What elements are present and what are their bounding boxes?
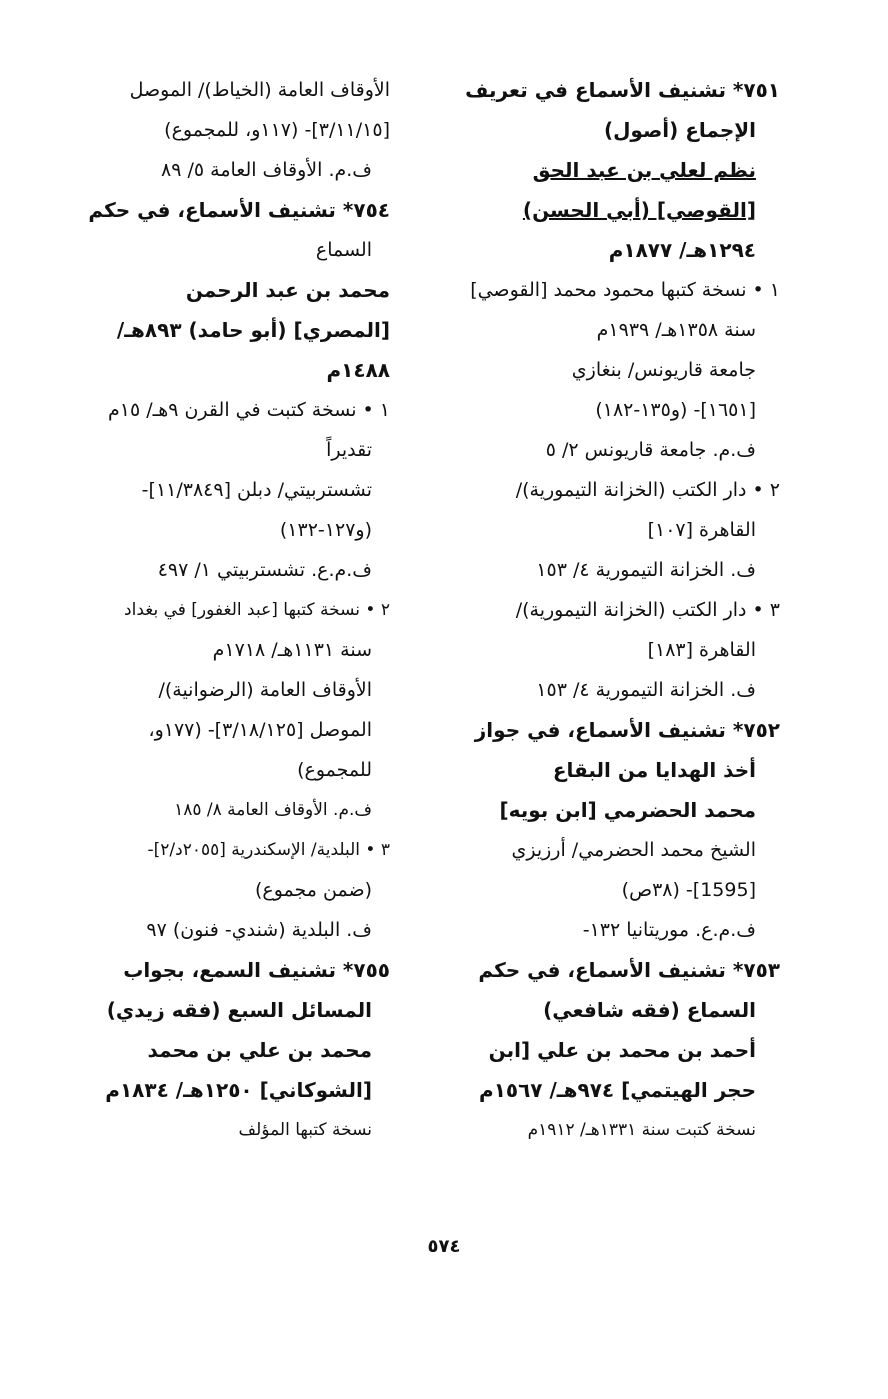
left-column-line: تقديراً <box>326 439 372 461</box>
right-column-line: السماع (فقه شافعي) <box>543 998 756 1022</box>
left-column-line: (ضمن مجموع) <box>254 879 372 901</box>
right-column-line: حجر الهيتمي] ٩٧٤هـ/ ١٥٦٧م <box>479 1078 756 1102</box>
left-column <box>50 70 390 1150</box>
left-column-line: محمد بن علي بن محمد <box>147 1038 372 1062</box>
right-column-line: ٧٥٢* تشنيف الأسماع، في جواز <box>474 718 780 742</box>
left-column-line: سنة ١١٣١هـ/ ١٧١٨م <box>212 639 372 661</box>
right-column-line: ف.م.ع. موريتانيا ١٣٢- <box>582 919 756 941</box>
left-column-line: الأوقاف العامة (الخياط)/ الموصل <box>129 79 390 101</box>
left-column-line: ف.م.ع. تشستربيتي ١/ ٤٩٧ <box>157 559 372 581</box>
left-column-line: للمجموع) <box>297 759 372 781</box>
right-column-line: محمد الحضرمي [ابن بويه] <box>499 798 756 822</box>
left-column-line: ف. البلدية (شندي- فنون) ٩٧ <box>146 919 372 941</box>
right-column-line: ٢ • دار الكتب (الخزانة التيمورية)/ <box>515 479 780 501</box>
right-column-line: [القوصي] (أبي الحسن) <box>522 198 756 222</box>
right-column-line: القاهرة [١٠٧] <box>647 519 756 541</box>
right-column-line: ٧٥٣* تشنيف الأسماع، في حكم <box>478 958 780 982</box>
right-column-line: ١ • نسخة كتبها محمود محمد [القوصي] <box>470 279 780 301</box>
left-column-line: ١٤٨٨م <box>326 358 390 382</box>
right-column-line: جامعة قاريونس/ بنغازي <box>571 359 756 381</box>
right-column <box>440 70 780 1150</box>
right-column-line: ١٢٩٤هـ/ ١٨٧٧م <box>608 238 756 262</box>
right-column-line: ٧٥١* تشنيف الأسماع في تعريف <box>465 78 780 102</box>
right-column-line: نسخة كتبت سنة ١٣٣١هـ/ ١٩١٢م <box>527 1120 756 1140</box>
left-column-line: ف.م. الأوقاف العامة ٥/ ٨٩ <box>161 159 372 181</box>
left-column-line: ١ • نسخة كتبت في القرن ٩هـ/ ١٥م <box>108 399 390 421</box>
left-column-line: السماع <box>315 239 372 261</box>
right-column-line: ف.م. جامعة قاريونس ٢/ ٥ <box>545 439 756 461</box>
page-number: ٥٧٤ <box>427 1236 461 1257</box>
right-column-line: أحمد بن محمد بن علي [ابن <box>488 1038 756 1062</box>
left-column-line: ٧٥٥* تشنيف السمع، بجواب <box>123 958 390 982</box>
left-column-line: [الشوكاني] ١٢٥٠هـ/ ١٨٣٤م <box>105 1078 372 1102</box>
left-column-line: الأوقاف العامة (الرضوانية)/ <box>158 679 372 701</box>
left-column-line: محمد بن عبد الرحمن <box>185 278 390 302</box>
right-column-line: القاهرة [١٨٣] <box>647 639 756 661</box>
left-column-line: ف.م. الأوقاف العامة ٨/ ١٨٥ <box>174 800 372 820</box>
left-column-line: [المصري] (أبو حامد) ٨٩٣هـ/ <box>116 318 390 342</box>
left-column-line: نسخة كتبها المؤلف <box>238 1120 372 1140</box>
right-column-line: الإجماع (أصول) <box>603 118 756 142</box>
right-column-line: نظم لعلي بن عبد الحق <box>532 158 756 182</box>
right-column-line: أخذ الهدايا من البقاع <box>552 758 756 782</box>
left-column-line: تشستربيتي/ دبلن [١١/٣٨٤٩]- <box>141 479 372 501</box>
left-column-line: الموصل [٣/١٨/١٢٥]- (١٧٧و، <box>148 719 372 741</box>
right-column-line: سنة ١٣٥٨هـ/ ١٩٣٩م <box>596 319 756 341</box>
left-column-line: [٣/١١/١٥]- (١١٧و، للمجموع) <box>164 119 390 141</box>
right-column-line: ف. الخزانة التيمورية ٤/ ١٥٣ <box>536 679 756 701</box>
right-column-line: الشيخ محمد الحضرمي/ أرزيزي <box>511 839 756 861</box>
right-column-line: [١٦٥١]- (و١٣٥-١٨٢) <box>595 399 756 421</box>
right-column-line: [1595]- (٣٨ص) <box>621 879 756 901</box>
right-column-line: ف. الخزانة التيمورية ٤/ ١٥٣ <box>536 559 756 581</box>
left-column-line: (و١٢٧-١٣٢) <box>279 519 372 541</box>
left-column-line: ٢ • نسخة كتبها [عبد الغفور] في بغداد <box>124 600 390 620</box>
right-column-line: ٣ • دار الكتب (الخزانة التيمورية)/ <box>515 599 780 621</box>
left-column-line: ٧٥٤* تشنيف الأسماع، في حكم <box>88 198 390 222</box>
left-column-line: المسائل السبع (فقه زيدي) <box>106 998 372 1022</box>
left-column-line: ٣ • البلدية/ الإسكندرية [٢٠٥٥د/٢]- <box>147 840 390 860</box>
